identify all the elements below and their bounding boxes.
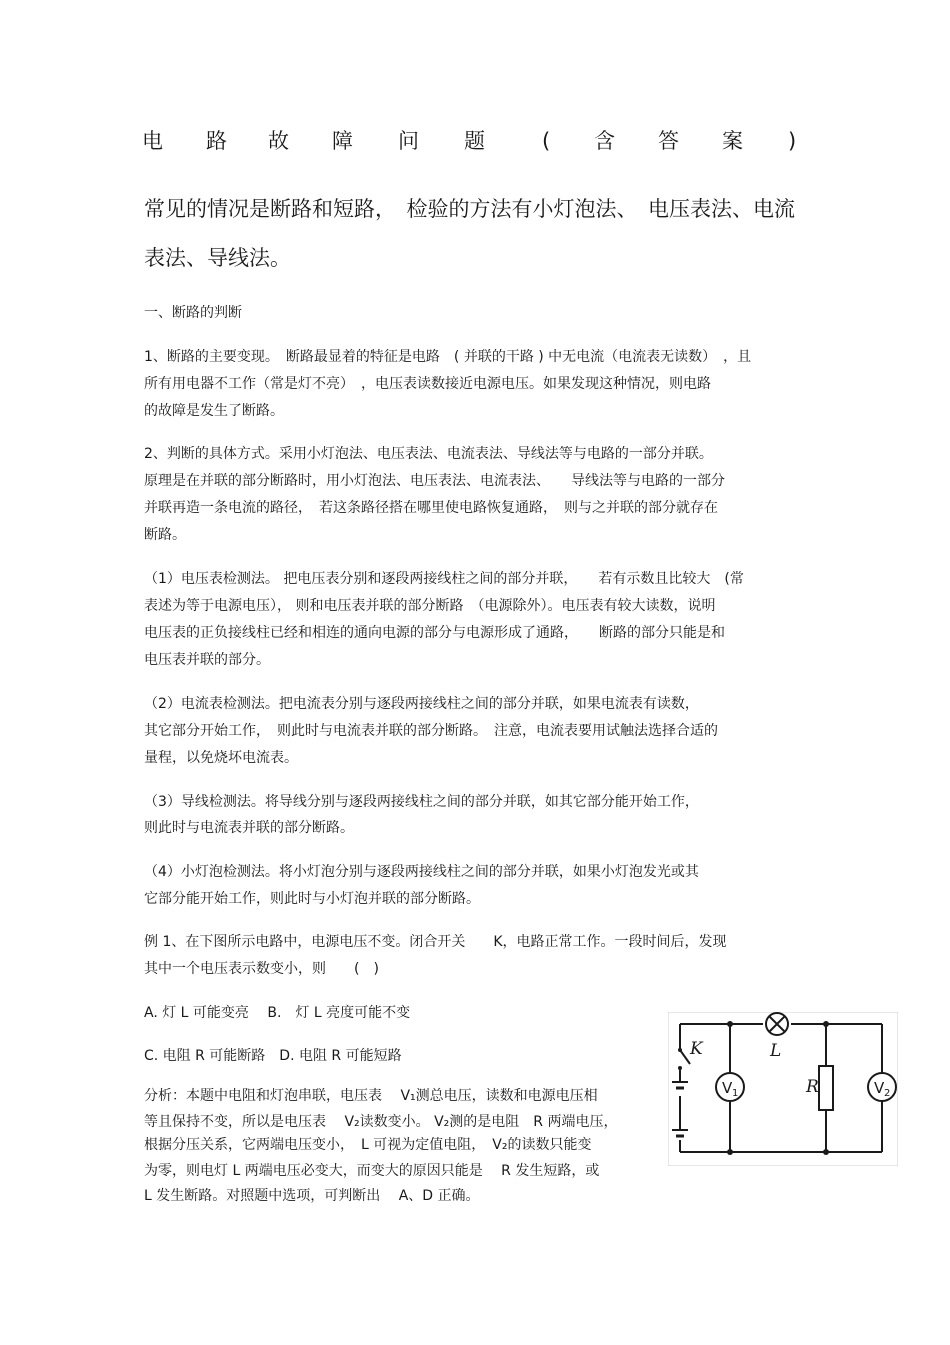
section-heading: 一、断路的判断 xyxy=(144,305,242,321)
example-line: 例 1、在下图所示电路中，电源电压不变。闭合开关 K，电路正常工作。一段时间后，发现 xyxy=(144,934,727,950)
resistor-label: R xyxy=(806,1077,819,1097)
title-char: 案 xyxy=(722,129,743,153)
diagram-frame xyxy=(668,1012,898,1166)
paragraph-line: 其它部分开始工作， 则此时与电流表并联的部分断路。 注意，电流表要用试触法选择合适的 xyxy=(144,723,718,739)
switch-contact xyxy=(678,1066,682,1070)
v1-label: V xyxy=(722,1079,733,1097)
paragraph-line: （4）小灯泡检测法。将小灯泡分别与逐段两接线柱之间的部分并联，如果小灯泡发光或其 xyxy=(144,864,699,880)
paragraph-line: 表述为等于电源电压）， 则和电压表并联的部分断路 （电源除外）。电压表有较大读数，说明 xyxy=(144,598,716,614)
v2-subscript: 2 xyxy=(884,1088,891,1099)
paragraph-line: 电压表的正负接线柱已经和相连的通向电源的部分与电源形成了通路， 断路的部分只能是和 xyxy=(144,625,725,641)
paragraph-line: 则此时与电流表并联的部分断路。 xyxy=(144,820,354,836)
title-char: 电 xyxy=(142,129,163,153)
v2-label: V xyxy=(874,1079,885,1097)
paragraph-line: 1、断路的主要变现。 断路最显着的特征是电路 ( 并联的干路 ) 中无电流（电流表无读数） ，且 xyxy=(144,349,752,365)
intro-line: 常见的情况是断路和短路， 检验的方法有小灯泡法、 电压表法、电流 xyxy=(144,197,795,221)
analysis-line: 等且保持不变，所以是电压表 V₂读数变小。 V₂测的是电阻 R 两端电压， xyxy=(144,1114,618,1130)
analysis-line: L 发生断路。对照题中选项，可判断出 A、D 正确。 xyxy=(144,1188,480,1204)
junction-dot xyxy=(727,1021,733,1027)
title-char: 答 xyxy=(658,129,679,153)
title-char: ( xyxy=(542,129,551,153)
intro-line: 表法、导线法。 xyxy=(144,246,291,270)
paragraph-line: （1）电压表检测法。 把电压表分别和逐段两接线柱之间的部分并联， 若有示数且比较大 (常 xyxy=(144,571,744,587)
page-title xyxy=(142,126,802,156)
title-char: 题 xyxy=(464,129,485,153)
title-char: ) xyxy=(788,129,797,153)
title-char: 故 xyxy=(268,129,289,153)
paragraph-line: （2）电流表检测法。把电流表分别与逐段两接线柱之间的部分并联，如果电流表有读数， xyxy=(144,696,699,712)
junction-dot xyxy=(823,1149,829,1155)
switch-label: K xyxy=(690,1039,703,1059)
example-line: 其中一个电压表示数变小，则 ( ) xyxy=(144,961,379,977)
paragraph-line: 的故障是发生了断路。 xyxy=(144,403,284,419)
analysis-line: 根据分压关系，它两端电压变小， L 可视为定值电阻， V₂的读数只能变 xyxy=(144,1137,592,1153)
title-char: 路 xyxy=(206,129,227,153)
lamp-label: L xyxy=(770,1041,782,1061)
paragraph-line: 它部分能开始工作，则此时与小灯泡并联的部分断路。 xyxy=(144,891,480,907)
paragraph-line: （3）导线检测法。将导线分别与逐段两接线柱之间的部分并联，如其它部分能开始工作， xyxy=(144,794,699,810)
analysis-line: 为零，则电灯 L 两端电压必变大，而变大的原因只能是 R 发生短路，或 xyxy=(144,1163,600,1179)
switch-contact xyxy=(678,1048,682,1052)
paragraph-line: 断路。 xyxy=(144,527,186,543)
option-line: A. 灯 L 可能变亮 B. 灯 L 亮度可能不变 xyxy=(144,1005,411,1021)
junction-dot xyxy=(727,1149,733,1155)
paragraph-line: 并联再造一条电流的路径， 若这条路径搭在哪里使电路恢复通路， 则与之并联的部分就存在 xyxy=(144,500,718,516)
paragraph-line: 所有用电器不工作（常是灯不亮） ，电压表读数接近电源电压。如果发现这种情况，则电路 xyxy=(144,376,711,392)
paragraph-line: 电压表并联的部分。 xyxy=(144,652,270,668)
option-line: C. 电阻 R 可能断路 D. 电阻 R 可能短路 xyxy=(144,1048,402,1064)
paragraph-line: 原理是在并联的部分断路时，用小灯泡法、电压表法、电流表法、 导线法等与电路的一部分 xyxy=(144,473,725,489)
resistor-icon xyxy=(819,1066,833,1110)
title-char: 障 xyxy=(332,129,353,153)
v1-subscript: 1 xyxy=(732,1088,739,1099)
title-char: 问 xyxy=(398,129,419,153)
analysis-line: 分析：本题中电阻和灯泡串联，电压表 V₁测总电压，读数和电源电压相 xyxy=(144,1088,598,1104)
paragraph-line: 2、判断的具体方式。采用小灯泡法、电压表法、电流表法、导线法等与电路的一部分并联。 xyxy=(144,446,713,462)
junction-dot xyxy=(823,1021,829,1027)
title-char: 含 xyxy=(594,129,615,153)
circuit-diagram xyxy=(668,1012,898,1166)
paragraph-line: 量程，以免烧坏电流表。 xyxy=(144,750,298,766)
